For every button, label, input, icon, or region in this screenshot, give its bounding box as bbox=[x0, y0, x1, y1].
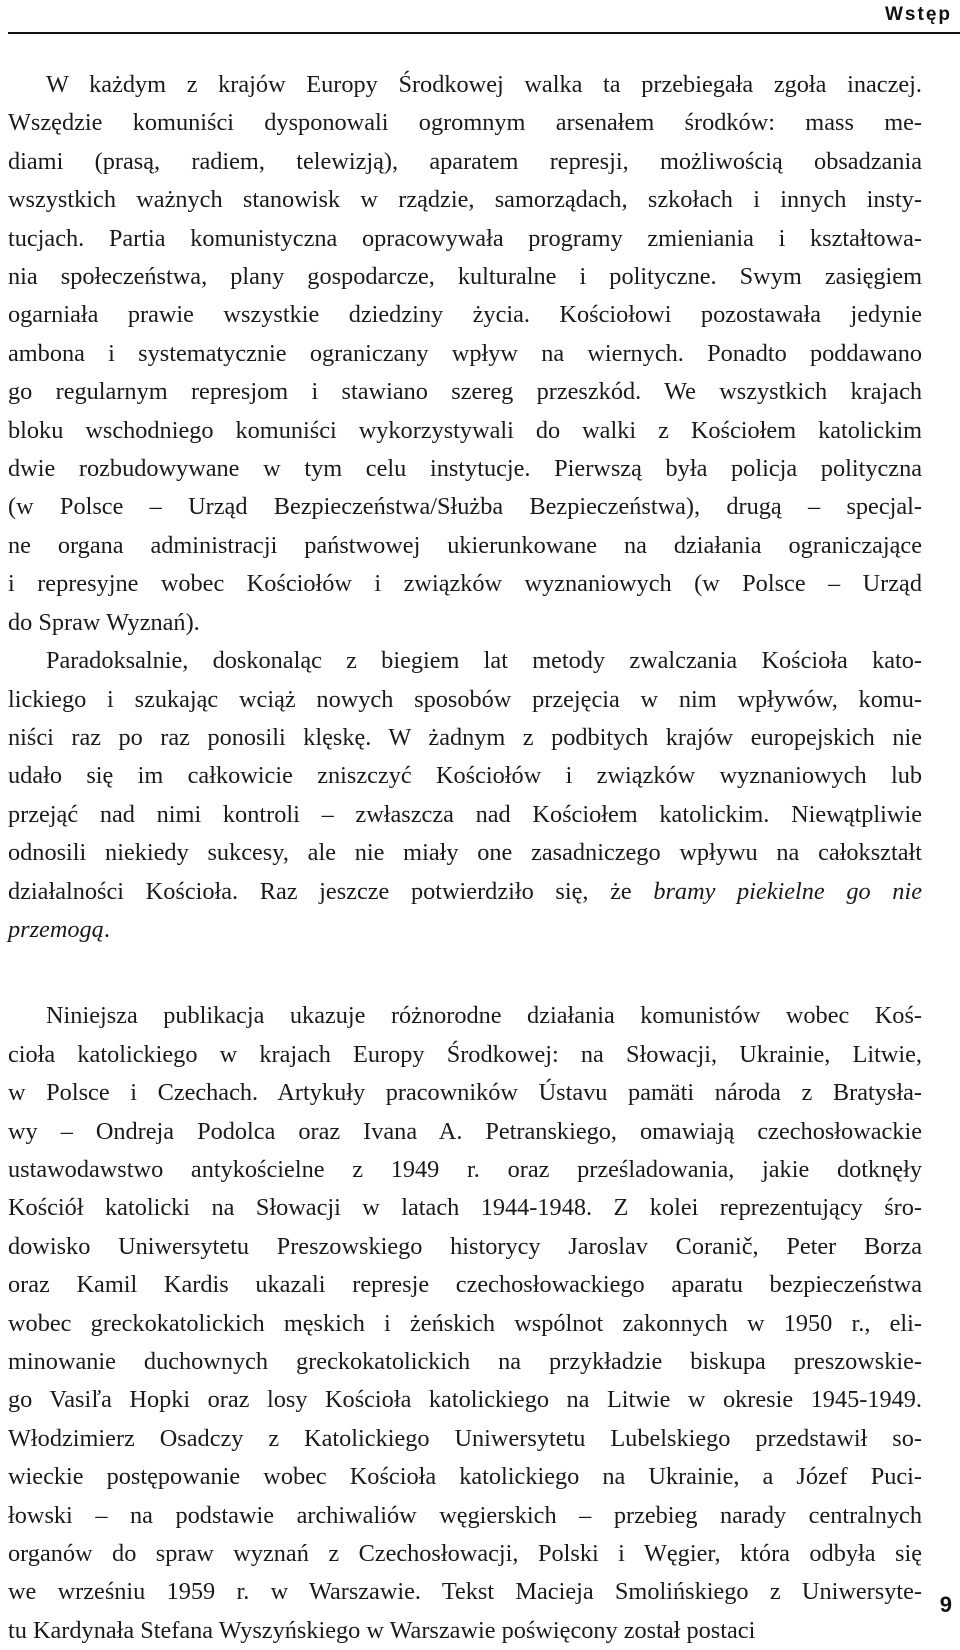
text-line: Włodzimierz Osadczy z Katolickiego Uniwersytetu Lubelskiego przedstawił so- bbox=[8, 1424, 922, 1452]
text-line: dowisko Uniwersytetu Preszowskiego historycy Jaroslav Coranič, Peter Borza bbox=[8, 1232, 922, 1260]
text-line: Paradoksalnie, doskonaląc z biegiem lat metody zwalczania Kościoła kato- bbox=[46, 647, 922, 675]
text-line: ne organa administracji państwowej ukierunkowane na działania ograniczające bbox=[8, 531, 922, 559]
page-number: 9 bbox=[939, 1592, 952, 1617]
body-text bbox=[8, 66, 922, 1650]
text-line: ambona i systematycznie ograniczany wpływ na wiernych. Ponadto poddawano bbox=[8, 339, 922, 367]
text-line: lickiego i szukając wciąż nowych sposobów przejęcia w nim wpływów, komu- bbox=[8, 685, 922, 713]
text-line: tu Kardynała Stefana Wyszyńskiego w Warszawie poświęcony został postaci bbox=[8, 1616, 756, 1644]
text-line: tucjach. Partia komunistyczna opracowywała programy zmieniania i kształtowa- bbox=[8, 224, 922, 252]
text-line: Wszędzie komuniści dysponowali ogromnym arsenałem środków: mass me- bbox=[8, 109, 922, 137]
text-line: ogarniała prawie wszystkie dziedziny życia. Kościołowi pozostawała jedynie bbox=[8, 301, 922, 329]
text-line bbox=[8, 911, 922, 949]
text-line: łowski – na podstawie archiwaliów węgierskich – przebieg narady centralnych bbox=[8, 1501, 922, 1529]
text-line: minowanie duchownych greckokatolickich na przykładzie biskupa preszowskie- bbox=[8, 1348, 922, 1375]
text-line: wszystkich ważnych stanowisk w rządzie, samorządach, szkołach i innych insty- bbox=[8, 186, 922, 214]
text-line: oraz Kamil Kardis ukazali represje czechosłowackiego aparatu bezpieczeństwa bbox=[8, 1271, 922, 1299]
running-head bbox=[0, 0, 960, 40]
text-line bbox=[8, 873, 922, 911]
text-line: do Spraw Wyznań). bbox=[8, 608, 200, 636]
text-line: w Polsce i Czechach. Artykuły pracowników Ústavu pamäti národa z Bratysła- bbox=[8, 1079, 922, 1107]
text-line: wy – Ondreja Podolca oraz Ivana A. Petranskiego, omawiają czechosłowackie bbox=[8, 1117, 922, 1145]
punctuation: . bbox=[103, 915, 110, 943]
text-line: go Vasiľa Hopki oraz losy Kościoła katolickiego na Litwie w okresie 1945-1949. bbox=[8, 1386, 922, 1414]
paragraph bbox=[8, 642, 922, 949]
running-head-title: Wstęp bbox=[885, 4, 952, 25]
text-line: bloku wschodniego komuniści wykorzystywali do walki z Kościołem katolickim bbox=[8, 416, 922, 444]
text-line: przejąć nad nimi kontroli – zwłaszcza nad Kościołem katolickim. Niewątpliwie bbox=[8, 800, 922, 828]
text-line: (w Polsce – Urząd Bezpieczeństwa/Służba Bezpieczeństwa), drugą – specjal- bbox=[8, 493, 922, 521]
text-line: odnosili niekiedy sukcesy, ale nie miały one zasadniczego wpływu na całokształt bbox=[8, 839, 922, 867]
text-line: Kościół katolicki na Słowacji w latach 1944-1948. Z kolei reprezentujący śro- bbox=[8, 1194, 922, 1222]
paragraph bbox=[8, 997, 922, 1650]
text-line: cioła katolickiego w krajach Europy Środkowej: na Słowacji, Ukrainie, Litwie, bbox=[8, 1040, 922, 1068]
text-line: dwie rozbudowywane w tym celu instytucje. Pierwszą była policja polityczna bbox=[8, 455, 922, 483]
header-rule bbox=[8, 32, 960, 34]
text-line: ustawodawstwo antykościelne z 1949 r. oraz prześladowania, jakie dotknęły bbox=[8, 1155, 922, 1183]
text-line: udało się im całkowicie zniszczyć Kościołów i związków wyznaniowych lub bbox=[8, 762, 922, 790]
text-line: W każdym z krajów Europy Środkowej walka ta przebiegała zgoła inaczej. bbox=[46, 71, 922, 98]
paragraph bbox=[8, 66, 922, 642]
text-run: działalności Kościoła. Raz jeszcze potwierdziło się, że bbox=[8, 877, 654, 905]
italic-quote: przemogą bbox=[8, 915, 104, 943]
text-line: go regularnym represjom i stawiano szereg przeszkód. We wszystkich krajach bbox=[8, 378, 922, 406]
text-line: i represyjne wobec Kościołów i związków wyznaniowych (w Polsce – Urząd bbox=[8, 570, 922, 598]
text-line: diami (prasą, radiem, telewizją), aparatem represji, możliwością obsadzania bbox=[8, 147, 922, 175]
text-line: Niniejsza publikacja ukazuje różnorodne działania komunistów wobec Koś- bbox=[46, 1002, 922, 1030]
text-line: we wrześniu 1959 r. w Warszawie. Tekst Macieja Smolińskiego z Uniwersyte- bbox=[8, 1578, 922, 1606]
italic-quote: bramy piekielne go nie bbox=[653, 877, 922, 905]
text-line: niści raz po raz ponosili klęskę. W żadnym z podbitych krajów europejskich nie bbox=[8, 723, 922, 751]
text-line: wieckie postępowanie wobec Kościoła katolickiego na Ukrainie, a Józef Puci- bbox=[8, 1463, 922, 1491]
text-line: nia społeczeństwa, plany gospodarcze, kulturalne i polityczne. Swym zasięgiem bbox=[8, 263, 922, 291]
text-line: organów do spraw wyznań z Czechosłowacji, Polski i Węgier, która odbyła się bbox=[8, 1540, 922, 1568]
text-line: wobec greckokatolickich męskich i żeńskich wspólnot zakonnych w 1950 r., eli- bbox=[8, 1309, 922, 1337]
